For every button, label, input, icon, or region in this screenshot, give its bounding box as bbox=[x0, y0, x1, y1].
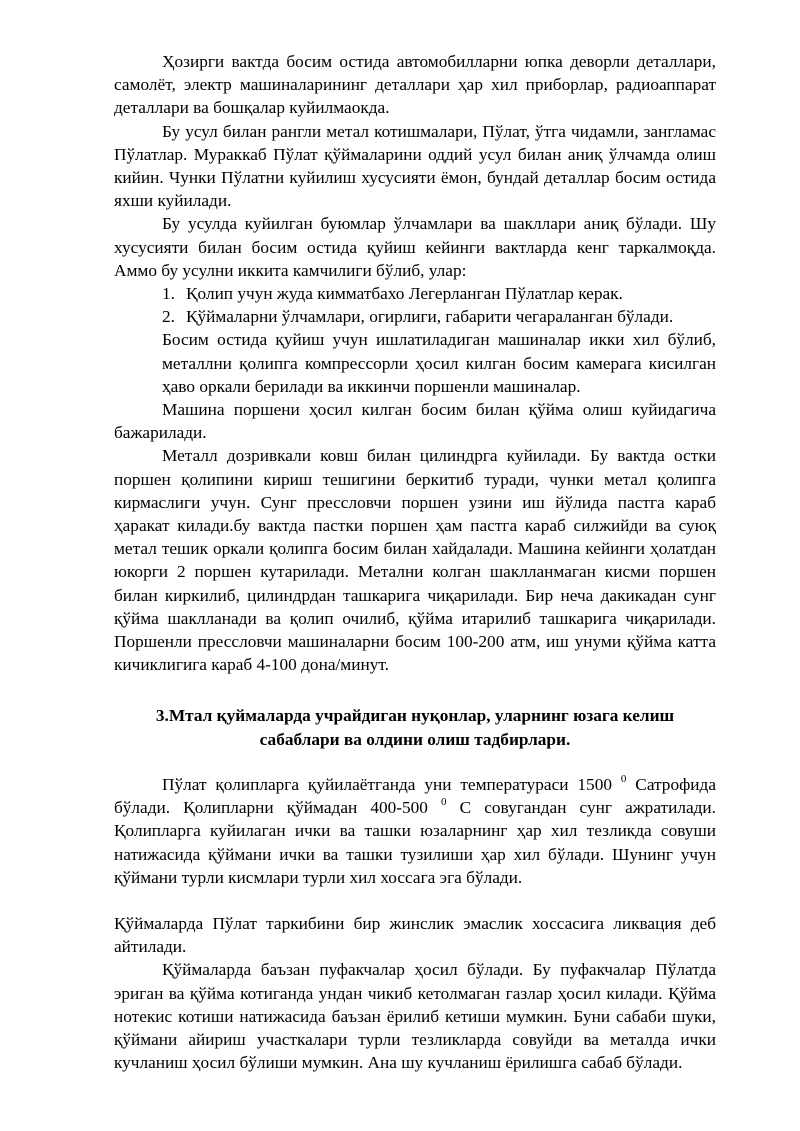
section-heading: 3.Мтал қуймаларда учрайдиган нуқонлар, уларнинг юзага келиш сабаблари ва олдини олиш тадбирлари. bbox=[155, 706, 675, 749]
paragraph-7-part-a: Пўлат қолипларга қуйилаётганда уни температураси 1500 bbox=[162, 774, 612, 794]
paragraph-5: Машина поршени ҳосил килган босим билан қўйма олиш куйидагича бажарилади. bbox=[114, 400, 716, 443]
paragraph-4: Босим остида қуйиш учун ишлатиладиган машиналар икки хил бўлиб, металлни қолипга компрессорли ҳосил килган босим камерага кисилган ҳаво оркали берилади ва иккинчи поршенли машиналар. bbox=[162, 330, 716, 396]
list-item bbox=[162, 305, 716, 328]
paragraph-6: Металл дозривкали ковш билан цилиндрга куйилади. Бу вактда остки поршен қолипини кириш тешигини беркитиб туради, чунки метал қолипга кирмаслиги учун. Сунг прессловчи поршен узини иш йўлида пастга караб ҳаракат килади.бу вактда пастки поршен ҳам пастга караб силжийди ва суюқ метал тешик оркали қолипга босим билан хайдалади. Машина кейинги ҳолатдан юкорги 2 поршен кутарилади. Метални колган шаклланмаган кисми поршен билан киркилиб, цилиндрдан ташкарига чиқарилади. Бир неча дакикадан сунг қўйма шаклланади ва қолип очилиб, қўйма итарилиб ташкарига чиқарилади. Поршенли прессловчи машиналарни босим 100-200 атм, иш унуми қўйма катта кичиклигига караб 4-100 дона/минут. bbox=[114, 446, 716, 675]
paragraph-1: Ҳозирги вактда босим остида автомобилларни юпка деворли деталлари, самолёт, электр машиналарининг деталлари ҳар хил приборлар, радиоаппарат деталлари ва бошқалар куйилмаокда. bbox=[114, 52, 716, 118]
paragraph-3: Бу усулда куйилган буюмлар ўлчамлари ва шакллари аниқ бўлади. Шу хусусияти билан босим остида қуйиш кейинги вактларда кенг таркалмоқда. Аммо бу усулни иккита камчилиги бўлиб, улар: bbox=[114, 214, 716, 280]
paragraph-2: Бу усул билан рангли метал котишмалари, Пўлат, ўтга чидамли, зангламас Пўлатлар. Мураккаб Пўлат қўймаларини оддий усул билан аниқ ўлчамда олиш кийин. Чунки Пўлатни куйилиш хусусияти ёмон, бундай деталлар босим остида яхши куйилади. bbox=[114, 121, 716, 211]
list-item bbox=[162, 282, 716, 305]
drawbacks-list bbox=[114, 282, 716, 328]
list-item-text: Қўймаларни ўлчамлари, огирлиги, габарити чегараланган бўлади. bbox=[186, 307, 674, 327]
paragraph-8: Қўймаларда Пўлат таркибини бир жинслик эмаслик хоссасига ликвация деб айтилади. bbox=[114, 913, 716, 957]
list-item-number: 2. bbox=[162, 307, 175, 327]
paragraph-9: Қўймаларда баъзан пуфакчалар ҳосил бўлади. Бу пуфакчалар Пўлатда эриган ва қўйма котиганда ундан чикиб кетолмаган газлар ҳосил килади. Қўйма нотекис котиши натижасида баъзан ёрилиб кетиши мумкин. Буни сабаби шуки, қўймани айириш участкалари турли тезликларда совуйди ва металда ички кучланиш ҳосил бўлиши мумкин. Ана шу кучланиш ёрилишга сабаб бўлади. bbox=[114, 960, 716, 1073]
paragraph-7 bbox=[114, 773, 716, 889]
degree-superscript: 0 bbox=[620, 773, 627, 786]
paragraph-7-part-b: Сатрофида бўлади. Қолипларни қўймадан 400-500 bbox=[114, 774, 716, 818]
list-item-number: 1. bbox=[162, 284, 175, 304]
list-item-text: Қолип учун жуда кимматбахо Легерланган Пўлатлар керак. bbox=[186, 284, 623, 304]
degree-superscript: 0 bbox=[441, 796, 447, 809]
paragraph-7-part-c: С совугандан сунг ажратилади. Қолипларга куйилаган ички ва ташки юзаларнинг ҳар хил тезликда совуши натижасида қўймани ички ва ташки тузилиши ҳар хил бўлади. Шунинг учун қўймани турли кисмлари турли хил хоссага эга бўлади. bbox=[114, 798, 716, 887]
